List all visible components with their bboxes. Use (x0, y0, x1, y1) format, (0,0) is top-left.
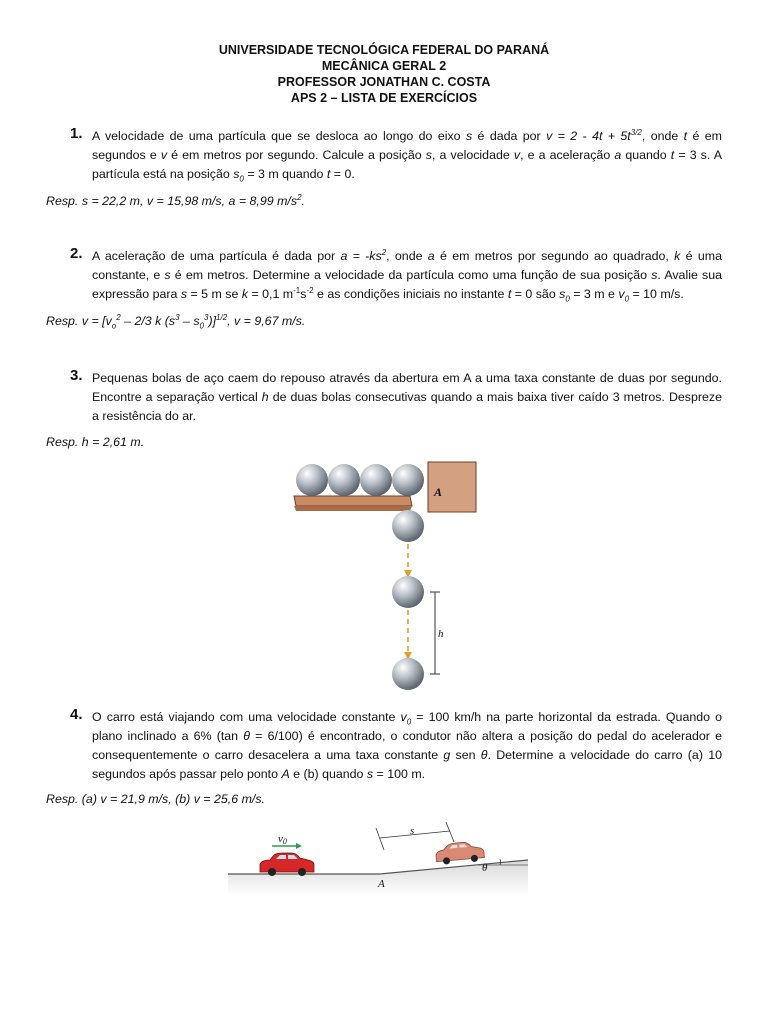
problem-number: 3. (70, 367, 83, 384)
problem-number: 4. (70, 706, 83, 723)
label-a: A (434, 485, 443, 499)
label-v0: v0 (278, 833, 287, 846)
car-incline (435, 841, 485, 866)
label-theta: θ (482, 862, 488, 874)
problem-2 (46, 247, 722, 304)
assignment-title: APS 2 – LISTA DE EXERCÍCIOS (290, 91, 478, 105)
ball (392, 510, 424, 542)
ball (360, 464, 392, 496)
ledge-plate (294, 496, 412, 506)
professor-name: PROFESSOR JONATHAN C. COSTA (277, 75, 491, 89)
problem-1 (46, 127, 722, 184)
ball (296, 464, 328, 496)
problem-3 (46, 369, 722, 426)
ball (392, 464, 424, 496)
ball (328, 464, 360, 496)
label-h: h (438, 628, 444, 640)
answer-4: Resp. (a) v = 21,9 m/s, (b) v = 25,6 m/s. (46, 792, 265, 806)
problem-text: A velocidade de uma partícula que se desloca ao longo do eixo s é dada por $v = 2 - 4t + 5t^{3/2}$, onde t é em segundos e v é em metros por segundo. Calcule a posição s, a velocidade v, e a aceleração a quando t = 3 s. A partícula está na posição $s_0 = 3$ m quando t = 0. (92, 127, 723, 184)
ball (392, 576, 424, 608)
problem-number: 1. (70, 125, 83, 142)
ball (392, 658, 424, 690)
problem-text: Pequenas bolas de aço caem do repouso através da abertura em A a uma taxa constante de duas por segundo. Encontre a separação vertical h de duas bolas consecutivas quando a mais baixa tiver caído 3 metros. Despreze a resistência do ar. (92, 371, 722, 423)
car-front (260, 853, 314, 876)
problem-text: A aceleração de uma partícula é dada por $a = -ks^2$, onde a é em metros por segundo ao quadrado, k é uma constante, e s é em metros. Determine a velocidade da partícula como uma função de sua posição s. Avalie sua expressão para s = 5 m se k = 0,1 $m^{-1}s^{-2}$ e as condições iniciais no instante t = 0 são $s_0 = 3$ m e $v_0 = 10$ m/s. (92, 247, 722, 304)
answer-3: Resp. h = 2,61 m. (46, 435, 145, 449)
answer-1: Resp. s = 22,2 m, v = 15,98 m/s, a = 8,99 $m/s^2$. (46, 192, 305, 208)
label-s: s (410, 825, 415, 837)
falling-balls-figure (290, 456, 480, 696)
problem-number: 2. (70, 245, 83, 262)
ledge-plate-lower (294, 506, 412, 511)
car-incline-figure (228, 820, 528, 896)
problem-text: O carro está viajando com uma velocidade constante $v_0 = 100$ km/h na parte horizontal da estrada. Quando o plano inclinado a 6% (tan θ = 6/100) é encontrado, o condutor não altera a posição do pedal do acelerador e consequentemente o carro desacelera a uma taxa constante g sen θ. Determine a velocidade do carro (a) 10 segundos após passar pelo ponto A e (b) quando s = 100 m. (92, 710, 722, 781)
problem-4 (46, 708, 722, 784)
s-dimension-line (380, 831, 450, 838)
course-title: MECÂNICA GERAL 2 (321, 59, 447, 73)
answer-2: Resp. $v = [v_o^2 - 2/3$ k $(s^3 - s_0^3)]^{1/2}$, v = 9,67 m/s. (46, 312, 306, 331)
document-header (0, 42, 768, 106)
label-a: A (378, 878, 385, 890)
university-title: UNIVERSIDADE TECNOLÓGICA FEDERAL DO PARANÁ (218, 43, 550, 57)
theta-arc (500, 859, 501, 865)
